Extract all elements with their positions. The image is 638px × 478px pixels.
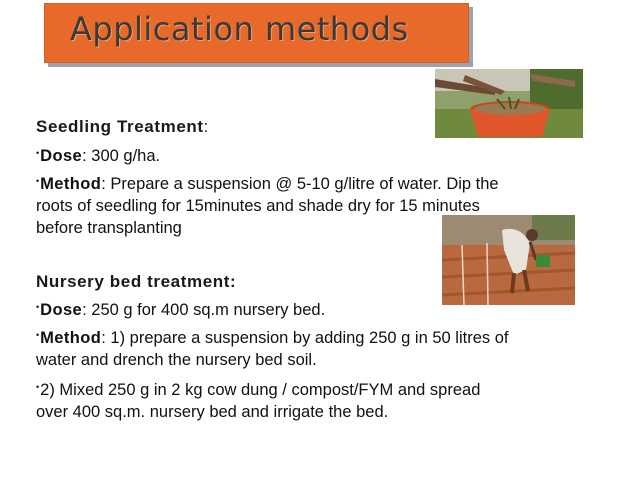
method-line: : Prepare a suspension @ 5-10 g/litre of water. Dip the [101, 175, 499, 193]
nursery-treatment-heading [36, 271, 236, 293]
method-label: Method [40, 329, 102, 347]
nursery-heading-text: Nursery bed treatment: [36, 272, 237, 291]
bullet: • [36, 330, 40, 340]
nursery-dose [36, 296, 325, 321]
method-line: roots of seedling for 15minutes and shade dry for 15 minutes [36, 197, 480, 215]
nursery-method-2 [36, 376, 616, 423]
bullet: • [36, 148, 40, 158]
seedling-heading-colon: : [203, 118, 209, 136]
seedling-dose [36, 142, 160, 167]
dose-text: : 250 g for 400 sq.m nursery bed. [82, 301, 326, 319]
nursery-method-1 [36, 324, 616, 371]
bullet: • [36, 302, 40, 312]
seedling-treatment-heading [36, 116, 208, 138]
dose-label: Dose [40, 147, 83, 165]
method-line: : 1) prepare a suspension by adding 250 g in 50 litres of [101, 329, 509, 347]
seedling-method [36, 170, 596, 239]
method-line: water and drench the nursery bed soil. [36, 351, 317, 369]
dose-label: Dose [40, 301, 83, 319]
method-line: over 400 sq.m. nursery bed and irrigate the bed. [36, 403, 389, 421]
method-line: before transplanting [36, 219, 182, 237]
slide-title: Application methods [70, 10, 409, 48]
method-line: 2) Mixed 250 g in 2 kg cow dung / compost/FYM and spread [40, 381, 481, 399]
bullet: • [36, 176, 40, 186]
bullet: • [36, 382, 40, 392]
seedling-dip-photo [435, 69, 583, 138]
dose-text: : 300 g/ha. [82, 147, 161, 165]
method-label: Method [40, 175, 102, 193]
seedling-heading-text: Seedling Treatment [36, 117, 204, 136]
